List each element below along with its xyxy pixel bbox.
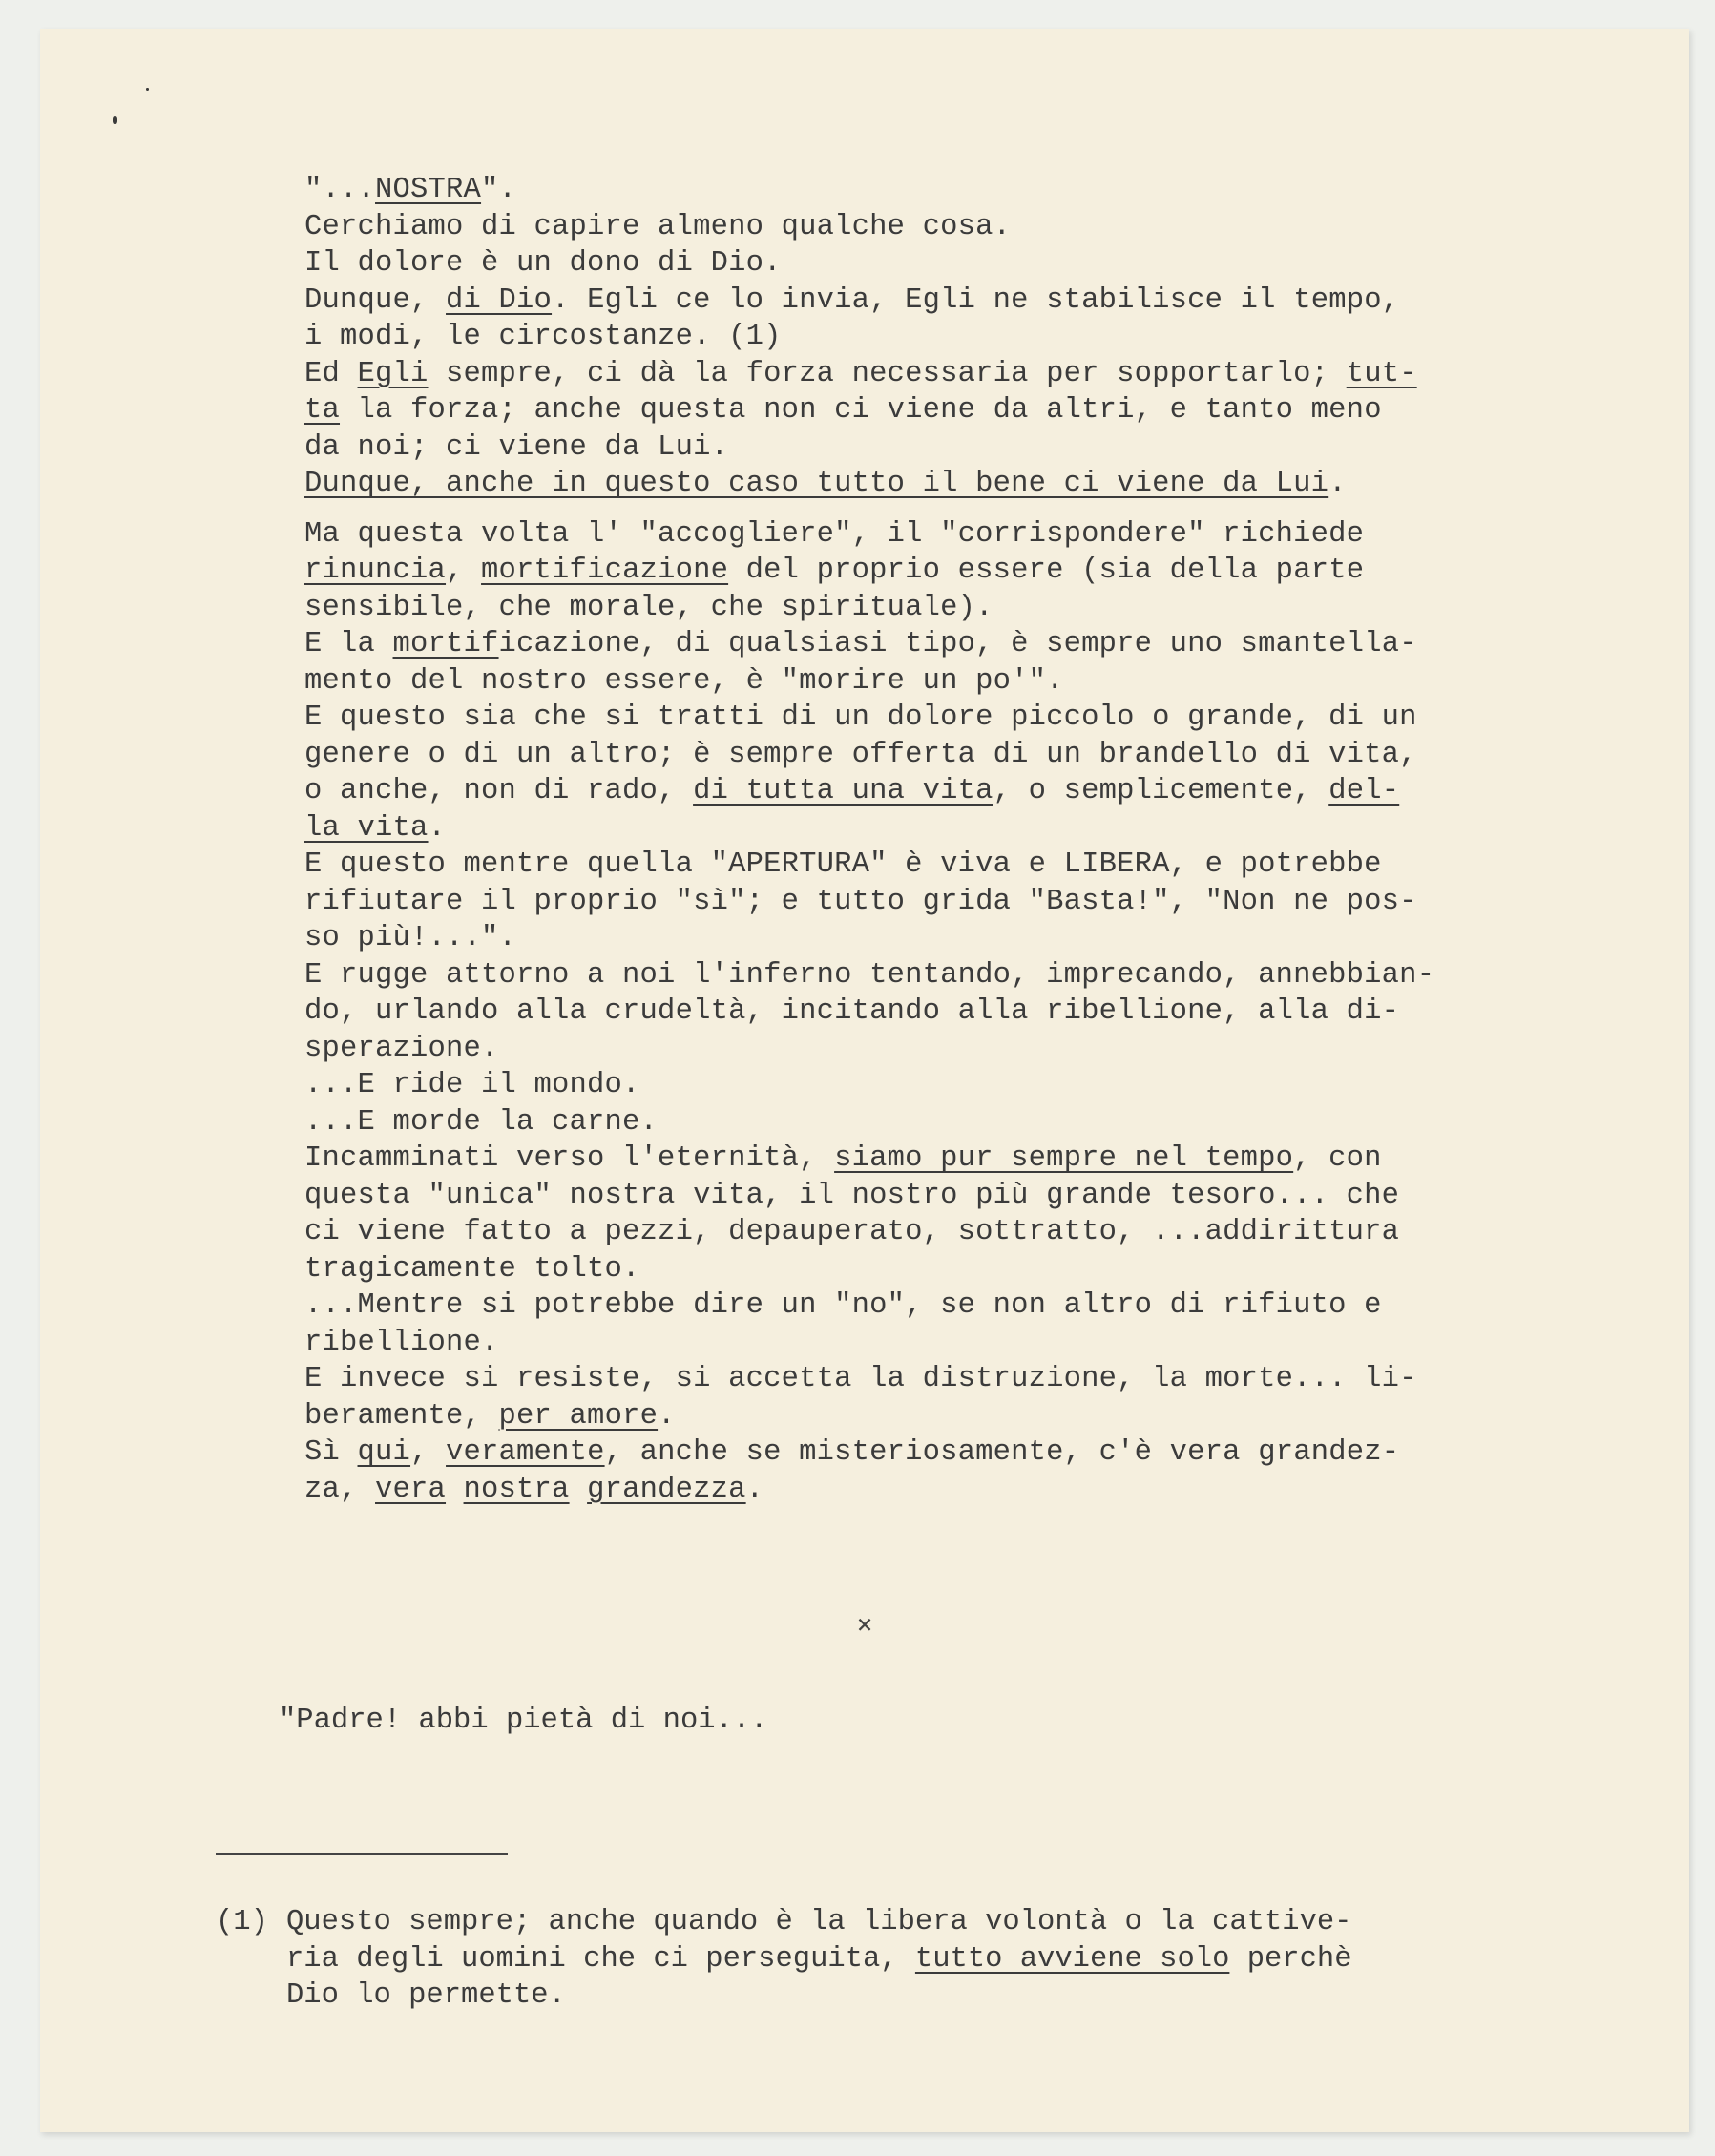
text-line bbox=[304, 957, 1621, 994]
underlined-text: tut- bbox=[1346, 357, 1417, 390]
text-run: . Egli ce lo invia, Egli ne stabilisce il tempo, bbox=[552, 283, 1400, 317]
underlined-text: mortif bbox=[392, 628, 499, 660]
text-run: , anche se misteriosamente, c'è vera grandez- bbox=[604, 1436, 1400, 1469]
text-run: , con bbox=[1293, 1142, 1382, 1175]
text-line bbox=[304, 553, 1621, 590]
text-run: . bbox=[745, 1473, 764, 1506]
text-line bbox=[304, 590, 1621, 627]
text-run: Il dolore è un dono di Dio. bbox=[304, 247, 782, 280]
text-line bbox=[304, 663, 1621, 701]
text-run: rifiutare il proprio "sì"; e tutto grida "Basta!", "Non ne pos- bbox=[304, 885, 1417, 918]
text-line bbox=[304, 429, 1621, 467]
footnote-text bbox=[286, 1904, 1352, 2015]
text-run: da noi; ci viene da Lui. bbox=[304, 430, 729, 464]
underlined-text: per amore bbox=[498, 1399, 659, 1433]
text-run: ". bbox=[481, 174, 517, 206]
text-run: Dio lo permette. bbox=[286, 1979, 566, 2012]
paragraph bbox=[304, 172, 1621, 503]
text-line bbox=[304, 392, 1621, 429]
text-line bbox=[304, 1361, 1621, 1398]
footnote-marker: (1) bbox=[216, 1906, 268, 1938]
text-line bbox=[304, 994, 1621, 1031]
text-line bbox=[304, 1398, 1621, 1435]
text-line bbox=[304, 810, 1621, 848]
text-line bbox=[304, 172, 1621, 209]
underlined-text: NOSTRA bbox=[375, 174, 482, 206]
text-run: ria degli uomini che ci perseguita, bbox=[286, 1942, 915, 1976]
ink-speck bbox=[146, 88, 149, 91]
text-line bbox=[304, 847, 1621, 884]
text-line bbox=[304, 245, 1621, 283]
closing-line: "Padre! abbi pietà di noi... bbox=[279, 1705, 768, 1737]
underlined-text: rinuncia bbox=[304, 555, 447, 587]
text-run: beramente, bbox=[304, 1399, 499, 1433]
text-run: mento del nostro essere, è "morire un po'". bbox=[304, 664, 1064, 698]
text-run: genere o di un altro; è sempre offerta di un brandello di vita, bbox=[304, 738, 1417, 771]
text-line bbox=[304, 920, 1621, 957]
underlined-text: di Dio bbox=[446, 283, 553, 317]
text-line bbox=[304, 356, 1621, 393]
underlined-text: la vita bbox=[304, 811, 429, 845]
text-run: perchè bbox=[1229, 1942, 1352, 1976]
ink-speck bbox=[113, 116, 117, 124]
text-run: E invece si resiste, si accetta la distruzione, la morte... li- bbox=[304, 1363, 1417, 1395]
text-run: sperazione. bbox=[304, 1032, 499, 1065]
text-run: . bbox=[658, 1399, 676, 1433]
text-run: Incamminati verso l'eternità, bbox=[304, 1142, 835, 1175]
paper-sheet bbox=[40, 29, 1689, 2132]
text-run bbox=[570, 1474, 588, 1506]
text-run: so più!...". bbox=[304, 922, 517, 954]
text-line bbox=[304, 737, 1621, 774]
text-line bbox=[304, 884, 1621, 921]
underlined-text: tutto avviene solo bbox=[914, 1942, 1230, 1976]
text-run bbox=[446, 1474, 464, 1506]
text-line bbox=[304, 516, 1621, 554]
text-run: sempre, ci dà la forza necessaria per sopportarlo; bbox=[428, 357, 1347, 390]
footnote-rule bbox=[216, 1853, 508, 1855]
text-line bbox=[304, 319, 1621, 356]
text-line bbox=[304, 700, 1621, 737]
text-line bbox=[304, 1031, 1621, 1068]
text-run: Ma questa volta l' "accogliere", il "corrispondere" richiede bbox=[304, 517, 1365, 551]
text-line bbox=[304, 1178, 1621, 1215]
underlined-text: siamo pur sempre nel tempo bbox=[834, 1142, 1294, 1175]
underlined-text: veramente bbox=[446, 1436, 605, 1469]
text-run: o anche, non di rado, bbox=[304, 775, 694, 807]
text-line bbox=[304, 1287, 1621, 1325]
underlined-text: ta bbox=[304, 394, 341, 427]
text-run: Cerchiamo di capire almeno qualche cosa. bbox=[304, 210, 1012, 243]
text-run: ...E morde la carne. bbox=[304, 1105, 659, 1139]
text-run: i modi, le circostanze. (1) bbox=[304, 321, 782, 353]
text-line bbox=[304, 466, 1621, 503]
footnote bbox=[216, 1904, 1552, 2015]
text-line bbox=[304, 1214, 1621, 1251]
text-line bbox=[286, 1904, 1352, 1941]
text-run: ribellione. bbox=[304, 1326, 499, 1359]
underlined-text: del- bbox=[1328, 775, 1400, 807]
text-run: ...Mentre si potrebbe dire un "no", se non altro di rifiuto e bbox=[304, 1289, 1382, 1322]
text-run: Ed bbox=[304, 357, 358, 390]
underlined-text: vera bbox=[375, 1473, 447, 1506]
text-run: ci viene fatto a pezzi, depauperato, sottratto, ...addirittura bbox=[304, 1216, 1400, 1248]
text-run: icazione, di qualsiasi tipo, è sempre uno smantella- bbox=[498, 628, 1417, 660]
text-run: del proprio essere (sia della parte bbox=[728, 555, 1365, 587]
text-run: Dunque, bbox=[304, 283, 447, 317]
text-run: , o semplicemente, bbox=[993, 775, 1329, 807]
underlined-text: Egli bbox=[357, 357, 429, 390]
text-line bbox=[304, 283, 1621, 320]
text-run: E questo sia che si tratti di un dolore piccolo o grande, di un bbox=[304, 701, 1417, 734]
text-line bbox=[304, 209, 1621, 246]
text-run: do, urlando alla crudeltà, incitando alla ribellione, alla di- bbox=[304, 995, 1400, 1028]
text-run: questa "unica" nostra vita, il nostro più grande tesoro... che bbox=[304, 1179, 1400, 1212]
text-run: , bbox=[446, 555, 482, 587]
text-line bbox=[304, 1141, 1621, 1178]
text-line bbox=[304, 1104, 1621, 1141]
text-run: sensibile, che morale, che spirituale). bbox=[304, 591, 993, 624]
text-run: E la bbox=[304, 628, 393, 660]
text-run: E rugge attorno a noi l'inferno tentando, imprecando, annebbian- bbox=[304, 958, 1435, 992]
text-line bbox=[304, 1067, 1621, 1104]
underlined-text: qui bbox=[357, 1436, 411, 1469]
text-line bbox=[286, 1978, 1352, 2015]
underlined-text: nostra bbox=[463, 1473, 570, 1506]
text-run: Sì bbox=[304, 1436, 358, 1469]
text-line bbox=[304, 1472, 1621, 1509]
underlined-text: Dunque, anche in questo caso tutto il bene ci viene da Lui bbox=[304, 468, 1329, 500]
paragraph bbox=[304, 516, 1621, 1509]
underlined-text: grandezza bbox=[587, 1473, 746, 1506]
document-body bbox=[304, 172, 1621, 1508]
text-line bbox=[286, 1941, 1352, 1978]
text-line bbox=[304, 1434, 1621, 1472]
text-line bbox=[304, 626, 1621, 663]
text-run: . bbox=[1328, 468, 1347, 500]
text-run: za, bbox=[304, 1473, 376, 1506]
text-run: Questo sempre; anche quando è la libera volontà o la cattive- bbox=[286, 1906, 1352, 1938]
text-run: ...E ride il mondo. bbox=[304, 1069, 640, 1101]
text-run: "... bbox=[304, 174, 376, 206]
text-line bbox=[304, 773, 1621, 810]
underlined-text: mortificazione bbox=[481, 555, 729, 587]
text-run: , bbox=[410, 1436, 447, 1469]
text-run: . bbox=[428, 811, 447, 845]
text-run: E questo mentre quella "APERTURA" è viva e LIBERA, e potrebbe bbox=[304, 848, 1382, 881]
text-run: tragicamente tolto. bbox=[304, 1252, 640, 1286]
text-run: la forza; anche questa non ci viene da altri, e tanto meno bbox=[340, 394, 1382, 427]
underlined-text: di tutta una vita bbox=[693, 775, 993, 807]
section-separator: ⨯ bbox=[856, 1612, 873, 1642]
text-line bbox=[304, 1325, 1621, 1362]
text-line bbox=[304, 1251, 1621, 1288]
